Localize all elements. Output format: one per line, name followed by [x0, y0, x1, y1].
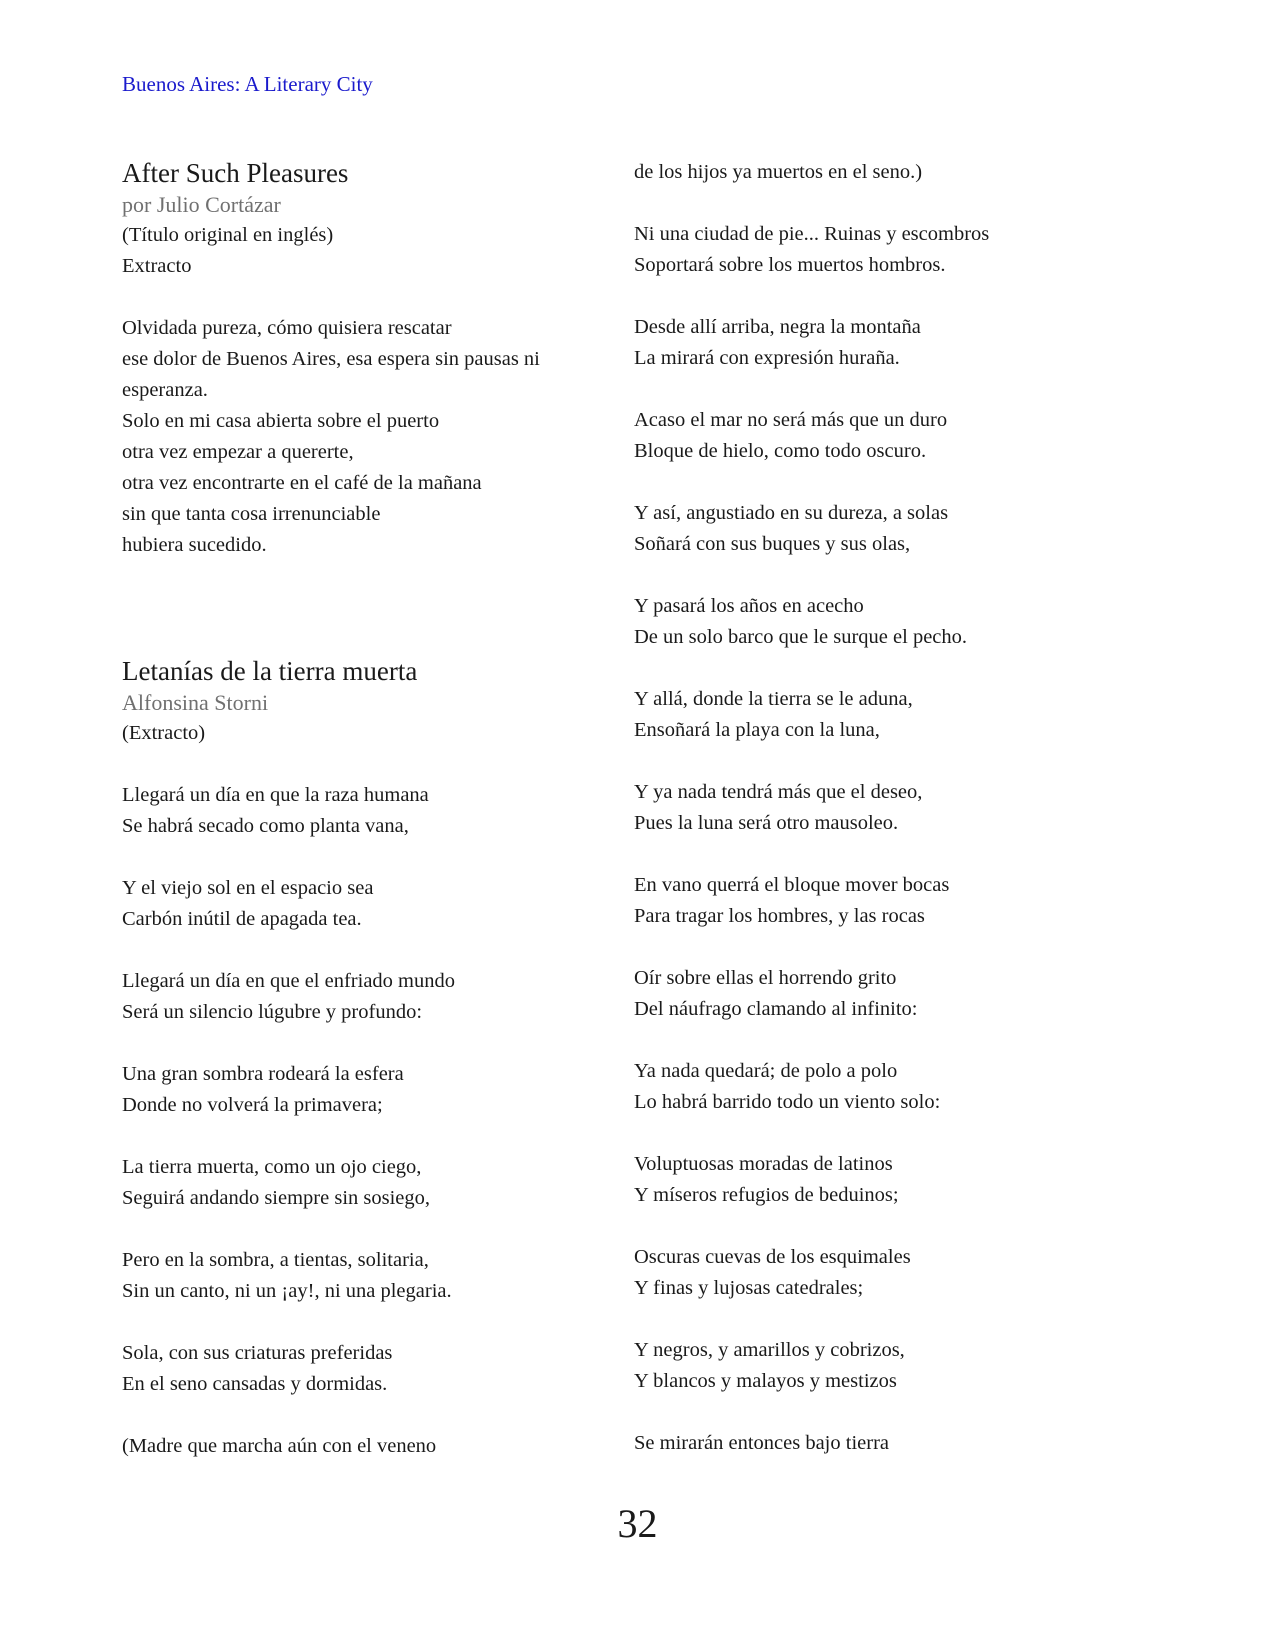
poem-note: (Título original en inglés)	[122, 224, 334, 246]
poem-line: Ni una ciudad de pie... Ruinas y escombros	[634, 223, 990, 245]
poem-author: por Julio Cortázar	[122, 192, 281, 217]
poem-line: Y el viejo sol en el espacio sea	[122, 877, 374, 899]
poem-line: Será un silencio lúgubre y profundo:	[122, 1001, 423, 1023]
poem-line: Y míseros refugios de beduinos;	[634, 1184, 899, 1206]
stanza	[634, 312, 1104, 374]
poem-line: otra vez empezar a quererte,	[122, 441, 354, 463]
poem-line: Y ya nada tendrá más que el deseo,	[634, 781, 923, 803]
poem-label: Extracto	[122, 255, 192, 277]
stanza	[122, 1059, 592, 1121]
stanza	[122, 1152, 592, 1214]
poem-line: Pero en la sombra, a tientas, solitaria,	[122, 1249, 429, 1271]
stanza	[634, 498, 1104, 560]
running-header: Buenos Aires: A Literary City	[122, 72, 373, 96]
stanza	[122, 873, 592, 935]
poem-line: Oscuras cuevas de los esquimales	[634, 1246, 911, 1268]
poem-line: Se habrá secado como planta vana,	[122, 815, 409, 837]
poem-line: ese dolor de Buenos Aires, esa espera sin pausas ni esperanza.	[122, 348, 540, 401]
poem-line: (Madre que marcha aún con el veneno	[122, 1435, 437, 1457]
poem-line: Para tragar los hombres, y las rocas	[634, 905, 925, 927]
poem-line: Oír sobre ellas el horrendo grito	[634, 967, 897, 989]
poem-line: Sin un canto, ni un ¡ay!, ni una plegaria.	[122, 1280, 452, 1302]
poem-line: La tierra muerta, como un ojo ciego,	[122, 1156, 422, 1178]
poem-line: En el seno cansadas y dormidas.	[122, 1373, 388, 1395]
stanza	[634, 870, 1104, 932]
stanza	[634, 1428, 1104, 1459]
poem-note: (Extracto)	[122, 722, 206, 744]
poem-line: Se mirarán entonces bajo tierra	[634, 1432, 889, 1454]
poem-line: Una gran sombra rodeará la esfera	[122, 1063, 404, 1085]
poem-line: Sola, con sus criaturas preferidas	[122, 1342, 393, 1364]
poem-line: De un solo barco que le surque el pecho.	[634, 626, 968, 648]
poem-line: Y finas y lujosas catedrales;	[634, 1277, 864, 1299]
poem-line: otra vez encontrarte en el café de la mañana	[122, 472, 482, 494]
poem-line: sin que tanta cosa irrenunciable	[122, 503, 381, 525]
poem-line: Seguirá andando siempre sin sosiego,	[122, 1187, 431, 1209]
poem-line: Llegará un día en que el enfriado mundo	[122, 970, 455, 992]
poem-body	[122, 749, 592, 1462]
stanza	[634, 219, 1104, 281]
stanza	[634, 684, 1104, 746]
poem-line: La mirará con expresión huraña.	[634, 347, 900, 369]
poem-author: Alfonsina Storni	[122, 690, 269, 715]
poem-line: Del náufrago clamando al infinito:	[634, 998, 918, 1020]
poem-line: Olvidada pureza, cómo quisiera rescatar	[122, 317, 452, 339]
stanza	[122, 1338, 592, 1400]
poem-line: Y así, angustiado en su dureza, a solas	[634, 502, 949, 524]
page-number: 32	[617, 1501, 658, 1546]
stanza	[634, 1056, 1104, 1118]
stanza	[634, 777, 1104, 839]
poem-line: Pues la luna será otro mausoleo.	[634, 812, 899, 834]
poem-line: Y negros, y amarillos y cobrizos,	[634, 1339, 905, 1361]
stanza	[122, 780, 592, 842]
left-column	[122, 156, 592, 1462]
poem-line: Lo habrá barrido todo un viento solo:	[634, 1091, 941, 1113]
poem-title: After Such Pleasures	[122, 158, 349, 188]
stanza	[122, 1431, 592, 1462]
poem-line: Solo en mi casa abierta sobre el puerto	[122, 410, 440, 432]
poem-line: Y allá, donde la tierra se le aduna,	[634, 688, 913, 710]
poem-line: Desde allí arriba, negra la montaña	[634, 316, 921, 338]
stanza	[634, 591, 1104, 653]
stanza	[634, 405, 1104, 467]
poem-title: Letanías de la tierra muerta	[122, 656, 418, 686]
stanza	[634, 157, 1104, 188]
poem-line: Y pasará los años en acecho	[634, 595, 864, 617]
poem-line: Llegará un día en que la raza humana	[122, 784, 429, 806]
poem-line: hubiera sucedido.	[122, 534, 267, 556]
stanza	[634, 1242, 1104, 1304]
poem-line: En vano querrá el bloque mover bocas	[634, 874, 950, 896]
poem-line: Acaso el mar no será más que un duro	[634, 409, 948, 431]
poem-line: Soportará sobre los muertos hombros.	[634, 254, 946, 276]
poem-body	[122, 313, 592, 561]
stanza	[634, 1149, 1104, 1211]
poem-line: Donde no volverá la primavera;	[122, 1094, 383, 1116]
stanza	[634, 1335, 1104, 1397]
poem-line: Voluptuosas moradas de latinos	[634, 1153, 893, 1175]
poem-line: Bloque de hielo, como todo oscuro.	[634, 440, 927, 462]
stanza	[122, 966, 592, 1028]
poem-line: Soñará con sus buques y sus olas,	[634, 533, 911, 555]
poem-line: de los hijos ya muertos en el seno.)	[634, 161, 923, 183]
poem-body	[634, 157, 1104, 1459]
poem-line: Ya nada quedará; de polo a polo	[634, 1060, 898, 1082]
poem-line: Ensoñará la playa con la luna,	[634, 719, 880, 741]
stanza	[122, 1245, 592, 1307]
stanza	[634, 963, 1104, 1025]
poem-line: Y blancos y malayos y mestizos	[634, 1370, 897, 1392]
right-column	[634, 157, 1104, 1459]
poem-line: Carbón inútil de apagada tea.	[122, 908, 362, 930]
